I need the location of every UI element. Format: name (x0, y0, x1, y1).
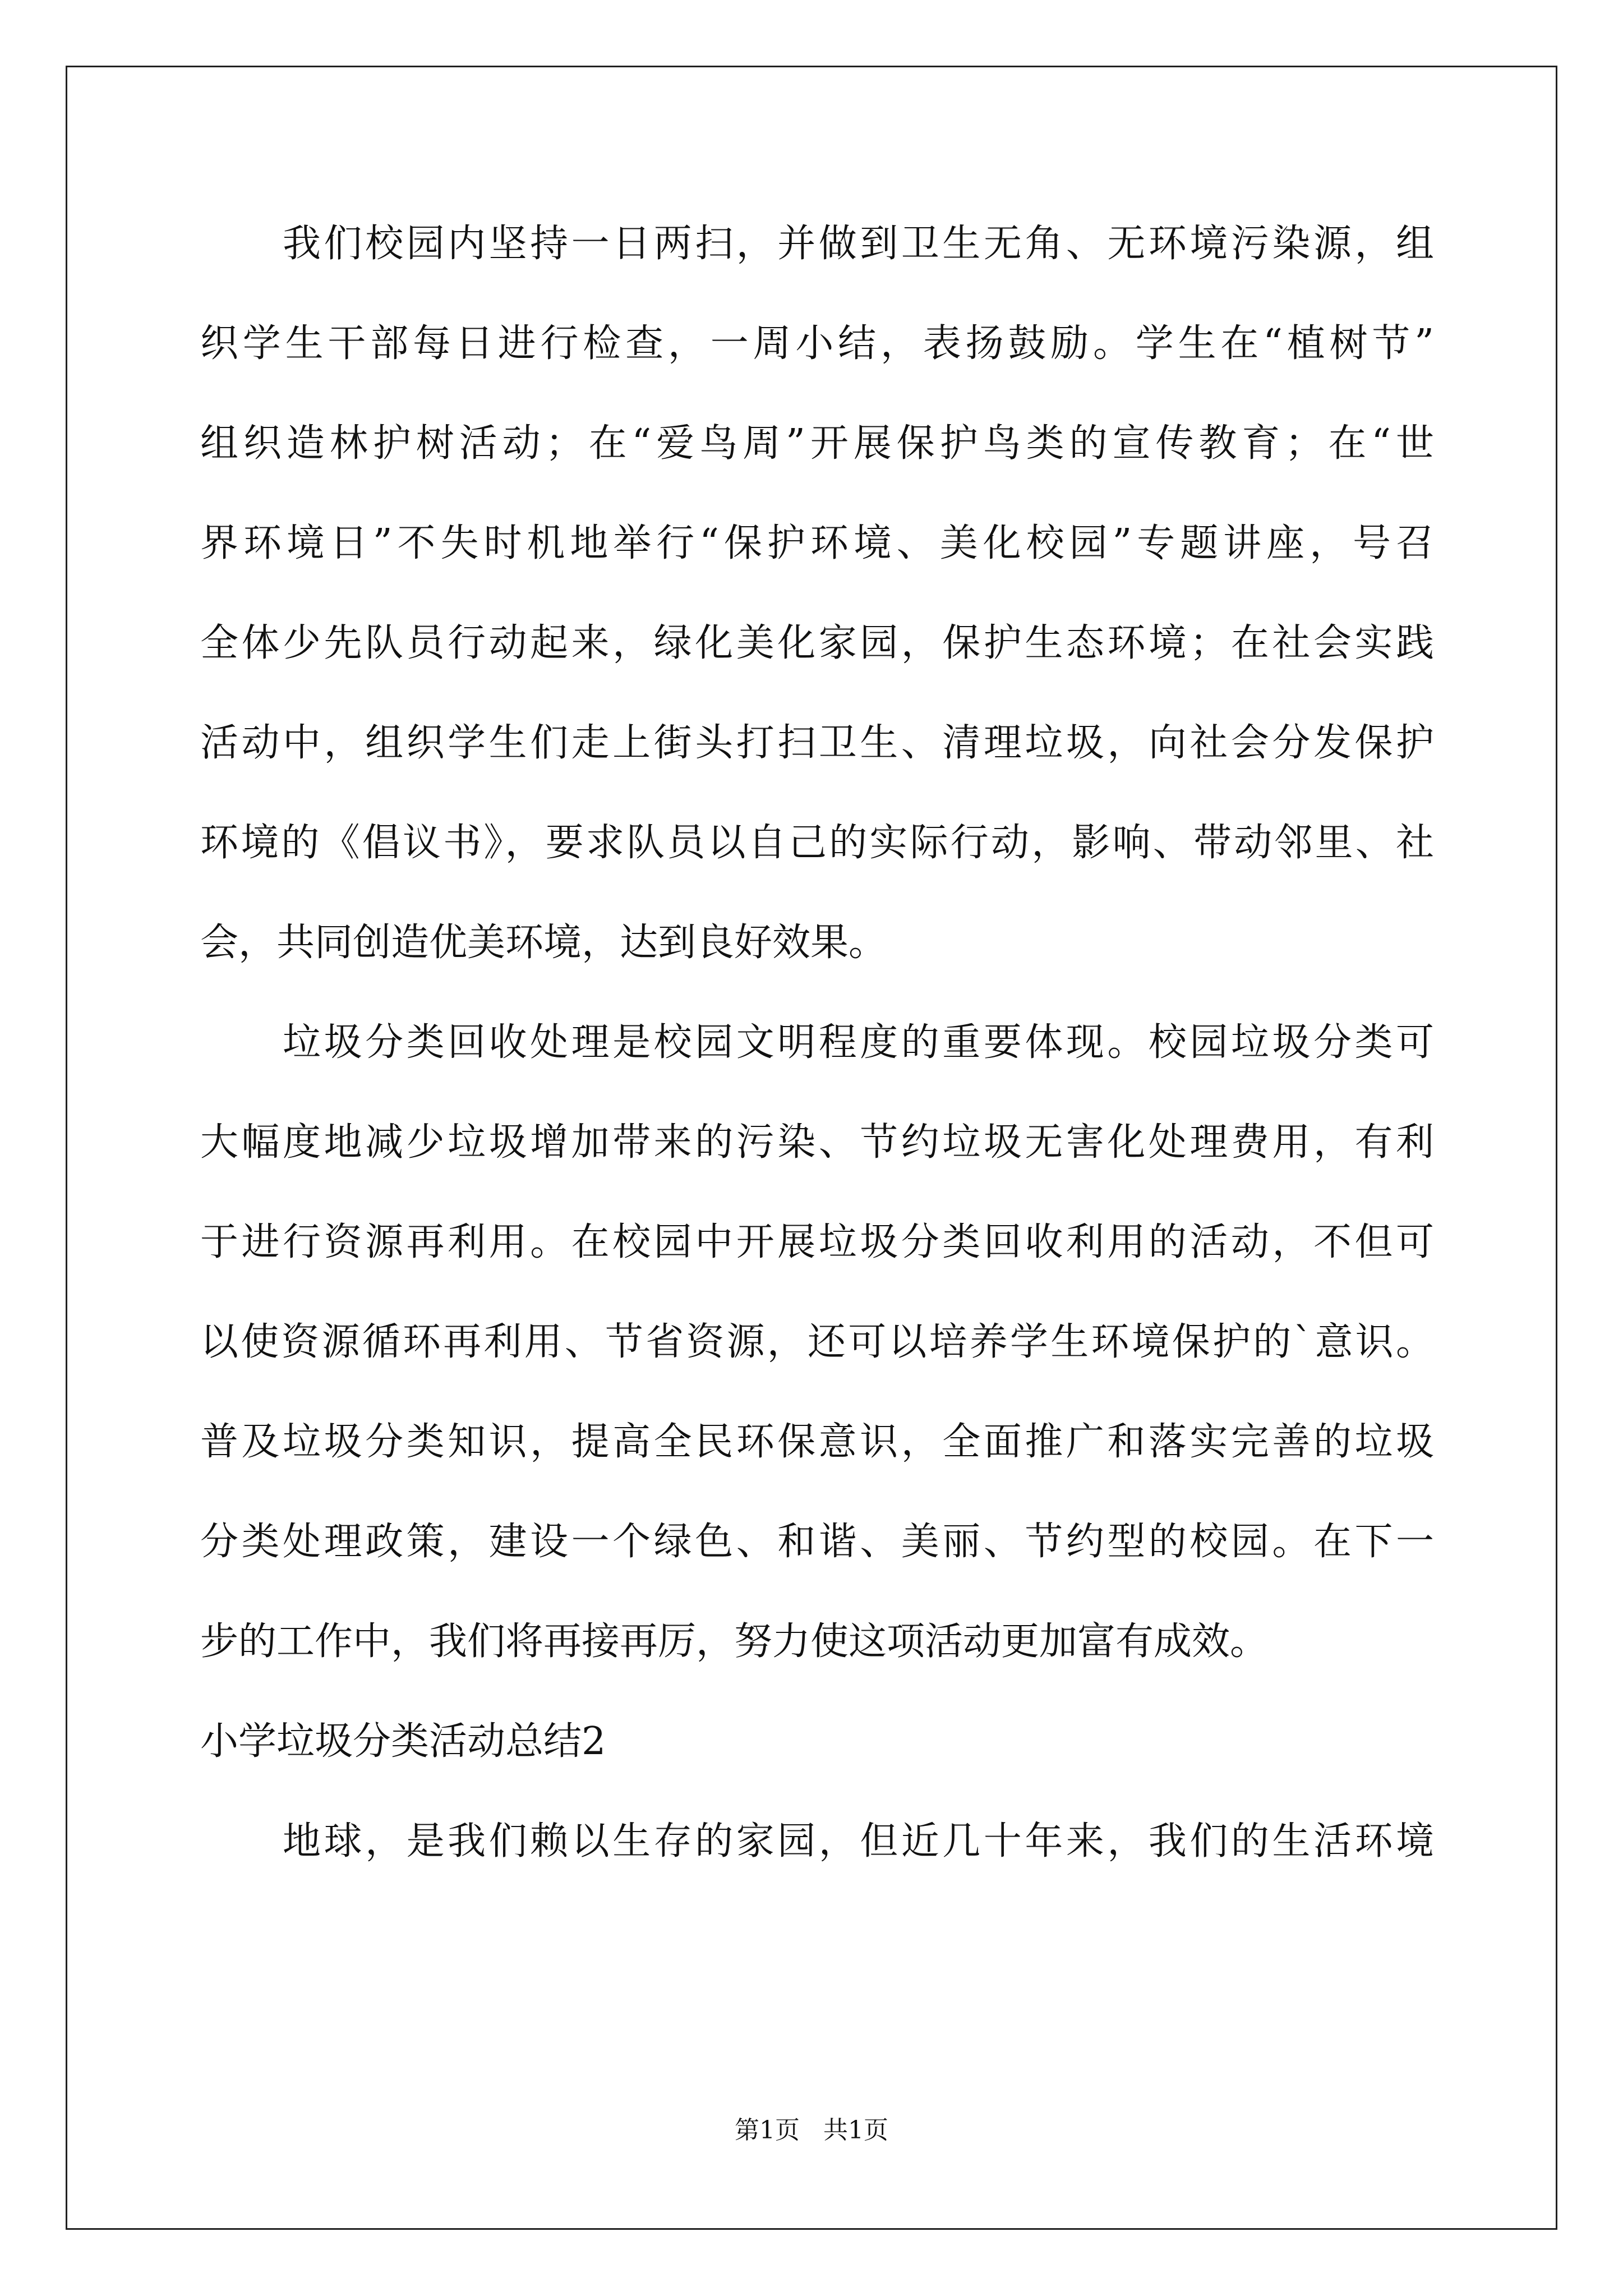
text-line: 步的工作中，我们将再接再厉，努力使这项活动更加富有成效。 (200, 1619, 1269, 1664)
text-line: 地球，是我们赖以生存的家园，但近几十年来，我们的生活环境 (200, 1819, 1434, 1864)
text-line: 环境的《倡议书》，要求队员以自己的实际行动，影响、带动邻里、社 (200, 821, 1434, 865)
text-line: 我们校园内坚持一日两扫，并做到卫生无角、无环境污染源，组 (200, 222, 1434, 266)
text-line: 普及垃圾分类知识，提高全民环保意识，全面推广和落实完善的垃圾 (200, 1420, 1434, 1464)
text-line: 分类处理政策，建设一个绿色、和谐、美丽、节约型的校园。在下一 (200, 1520, 1434, 1564)
text-line: 于进行资源再利用。在校园中开展垃圾分类回收利用的活动，不但可 (200, 1220, 1434, 1264)
section-heading: 小学垃圾分类活动总结2 (200, 1719, 606, 1764)
text-line: 组织造林护树活动；在“爱鸟周”开展保护鸟类的宣传教育；在“世 (200, 421, 1434, 466)
text-line: 全体少先队员行动起来，绿化美化家园，保护生态环境；在社会实践 (200, 621, 1434, 665)
text-line: 以使资源循环再利用、节省资源，还可以培养学生环境保护的`意识。 (200, 1320, 1434, 1364)
page-number: 第1页 (735, 2116, 800, 2145)
page-total: 共1页 (823, 2116, 888, 2145)
text-line: 界环境日”不失时机地举行“保护环境、美化校园”专题讲座，号召 (200, 521, 1434, 565)
page-footer (0, 2114, 1623, 2147)
text-line: 会，共同创造优美环境，达到良好效果。 (200, 921, 887, 965)
text-line: 织学生干部每日进行检查，一周小结，表扬鼓励。学生在“植树节” (200, 321, 1434, 366)
text-line: 垃圾分类回收处理是校园文明程度的重要体现。校园垃圾分类可 (200, 1020, 1434, 1065)
text-line: 大幅度地减少垃圾增加带来的污染、节约垃圾无害化处理费用，有利 (200, 1120, 1434, 1165)
text-line: 活动中，组织学生们走上街头打扫卫生、清理垃圾，向社会分发保护 (200, 721, 1434, 765)
